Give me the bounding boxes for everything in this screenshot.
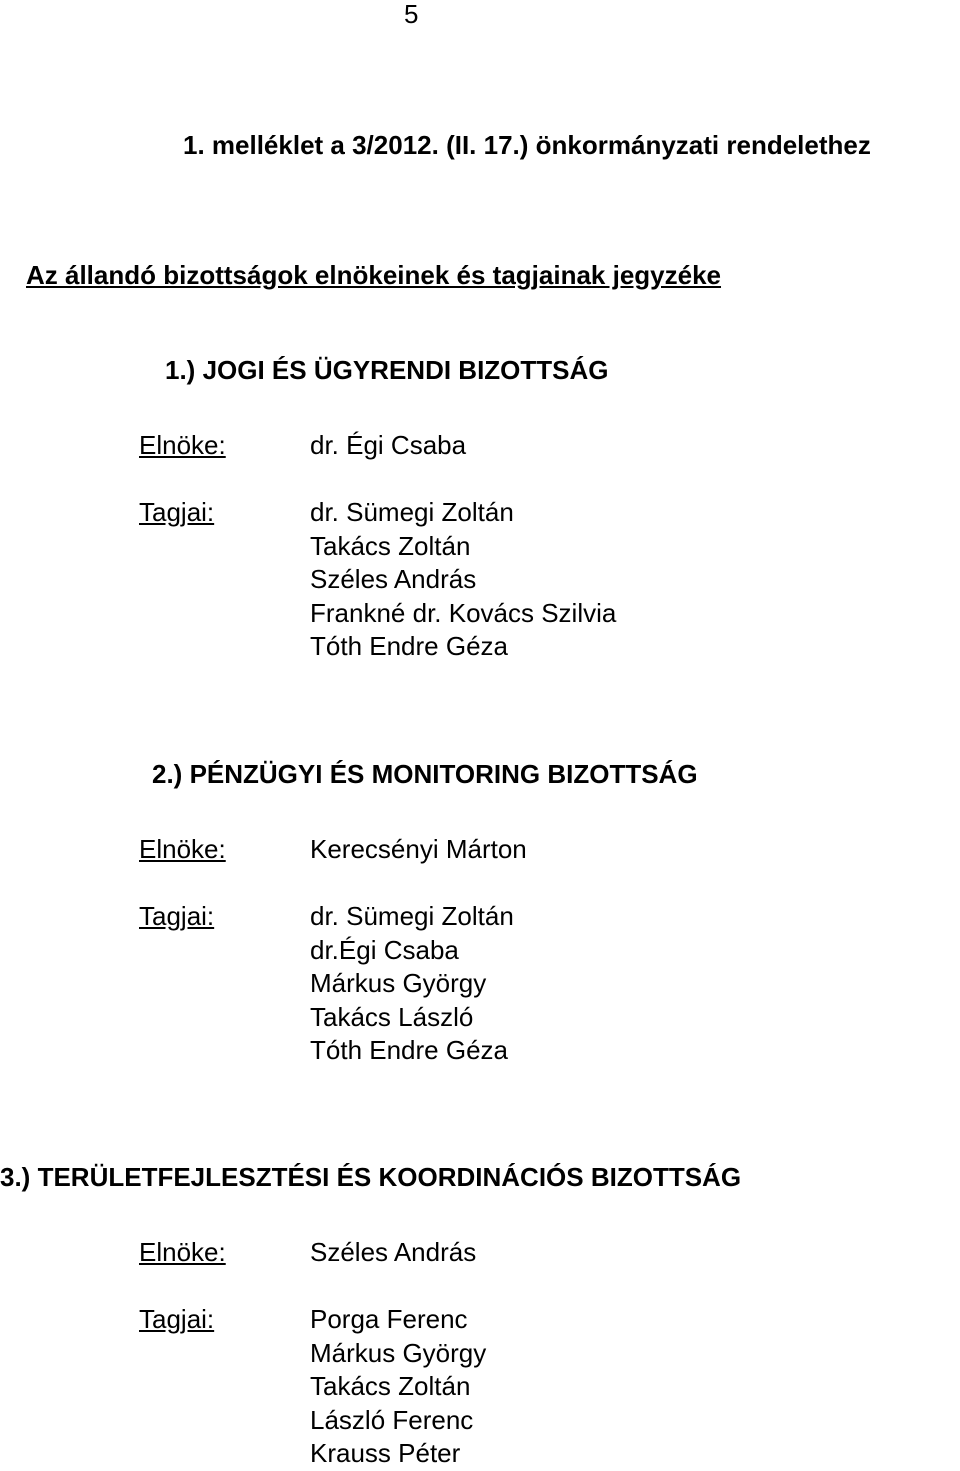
member-name: Takács Zoltán bbox=[310, 1371, 471, 1401]
member-name: László Ferenc bbox=[310, 1404, 474, 1435]
document-title: Az állandó bizottságok elnökeinek és tagjainak jegyzéke bbox=[26, 260, 722, 290]
member-name: Márkus György bbox=[310, 1337, 487, 1368]
members-label: Tagjai: bbox=[139, 901, 215, 931]
member-name: Takács Zoltán bbox=[310, 530, 471, 561]
committee-heading: 1.) JOGI ÉS ÜGYRENDI BIZOTTSÁG bbox=[165, 355, 609, 385]
members-list bbox=[310, 496, 616, 664]
members-label: Tagjai: bbox=[139, 1304, 215, 1334]
member-name: dr. Sümegi Zoltán bbox=[310, 497, 514, 527]
chair-name: Kerecsényi Márton bbox=[310, 834, 527, 864]
annex-title: 1. melléklet a 3/2012. (II. 17.) önkormányzati rendelethez bbox=[183, 130, 871, 160]
member-name: Márkus György bbox=[310, 968, 487, 998]
members-label: Tagjai: bbox=[139, 497, 215, 527]
member-name: Takács László bbox=[310, 1001, 474, 1032]
chair-name: Széles András bbox=[310, 1237, 477, 1267]
page-number: 5 bbox=[404, 0, 419, 29]
chair-label: Elnöke: bbox=[139, 834, 226, 864]
member-name: Széles András bbox=[310, 564, 477, 594]
committee-heading: 2.) PÉNZÜGYI ÉS MONITORING BIZOTTSÁG bbox=[152, 759, 698, 789]
member-name: Porga Ferenc bbox=[310, 1304, 468, 1334]
member-name: Tóth Endre Géza bbox=[310, 1035, 508, 1065]
members-list bbox=[310, 1303, 486, 1471]
member-name: dr. Sümegi Zoltán bbox=[310, 901, 514, 931]
chair-label: Elnöke: bbox=[139, 430, 226, 460]
chair-label: Elnöke: bbox=[139, 1237, 226, 1267]
committee-heading: 3.) TERÜLETFEJLESZTÉSI ÉS KOORDINÁCIÓS BIZOTTSÁG bbox=[0, 1162, 742, 1192]
chair-name: dr. Égi Csaba bbox=[310, 430, 467, 460]
member-name: Frankné dr. Kovács Szilvia bbox=[310, 597, 617, 628]
member-name: dr.Égi Csaba bbox=[310, 934, 459, 965]
members-list bbox=[310, 900, 514, 1068]
member-name: Krauss Péter bbox=[310, 1438, 461, 1468]
member-name: Tóth Endre Géza bbox=[310, 631, 508, 661]
